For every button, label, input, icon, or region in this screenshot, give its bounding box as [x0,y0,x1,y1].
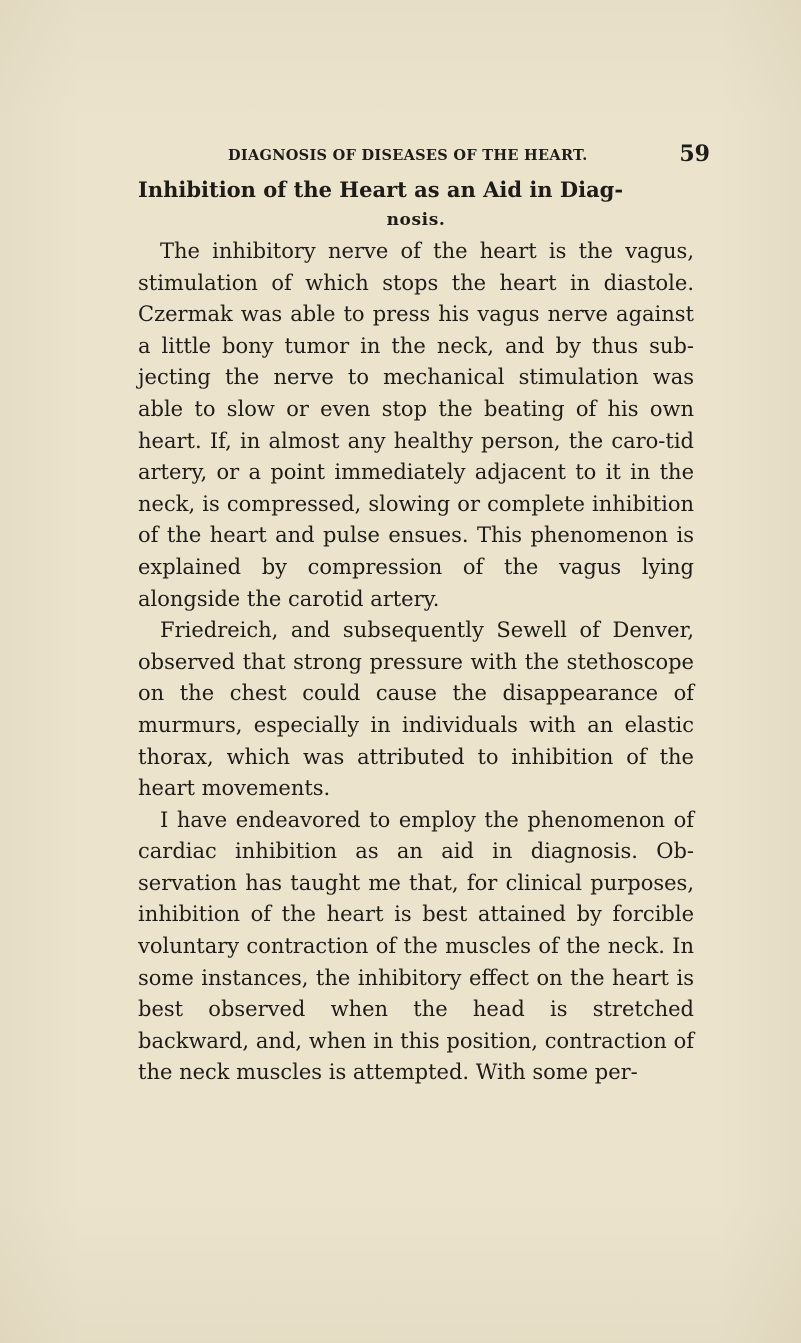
section-heading [138,174,694,236]
running-title: DIAGNOSIS OF DISEASES OF THE HEART. [228,147,588,164]
running-head [138,140,710,174]
book-page [138,140,710,1089]
paragraph-cardiac-inhibition-diagnosis: I have endeavored to employ the phenomenon of cardiac inhibition as an aid in diagnosis. Ob-servation has taught me that, for clinical purposes, inhibition of the heart is best attained by forcible voluntary contraction of the muscles of the neck. In some instances, the inhibitory effect on the heart is best observed when the head is stretched backward, and, when in this position, contraction of the neck muscles is attempted. With some per- [138,807,694,1085]
paragraph-stethoscope-pressure: Friedreich, and subsequently Sewell of Denver, observed that strong pressure with the stethoscope on the chest could cause the disappearance of murmurs, especially in individuals with an elastic thorax, which was attributed to inhibition of the heart movements. [138,618,694,801]
paragraph-vagus-inhibition: The inhibitory nerve of the heart is the vagus, stimulation of which stops the heart in diastole. Czermak was able to press his vagus nerve against a little bony tumor in the neck, and by thus sub-jecting the nerve to mechanical stimulation was able to slow or even stop the beating of his own heart. If, in almost any healthy person, the caro-tid artery, or a point immediately adjacent to it in the neck, is compressed, slowing or complete inhibition of the heart and pulse ensues. This phenomenon is explained by compression of the vagus lying alongside the carotid artery. [138,239,694,611]
section-heading-line-2: nosis. [386,210,446,230]
section-heading-line-1: Inhibition of the Heart as an Aid in Diag- [138,177,624,202]
page-number: 59 [679,141,710,167]
body-text [138,236,694,1089]
